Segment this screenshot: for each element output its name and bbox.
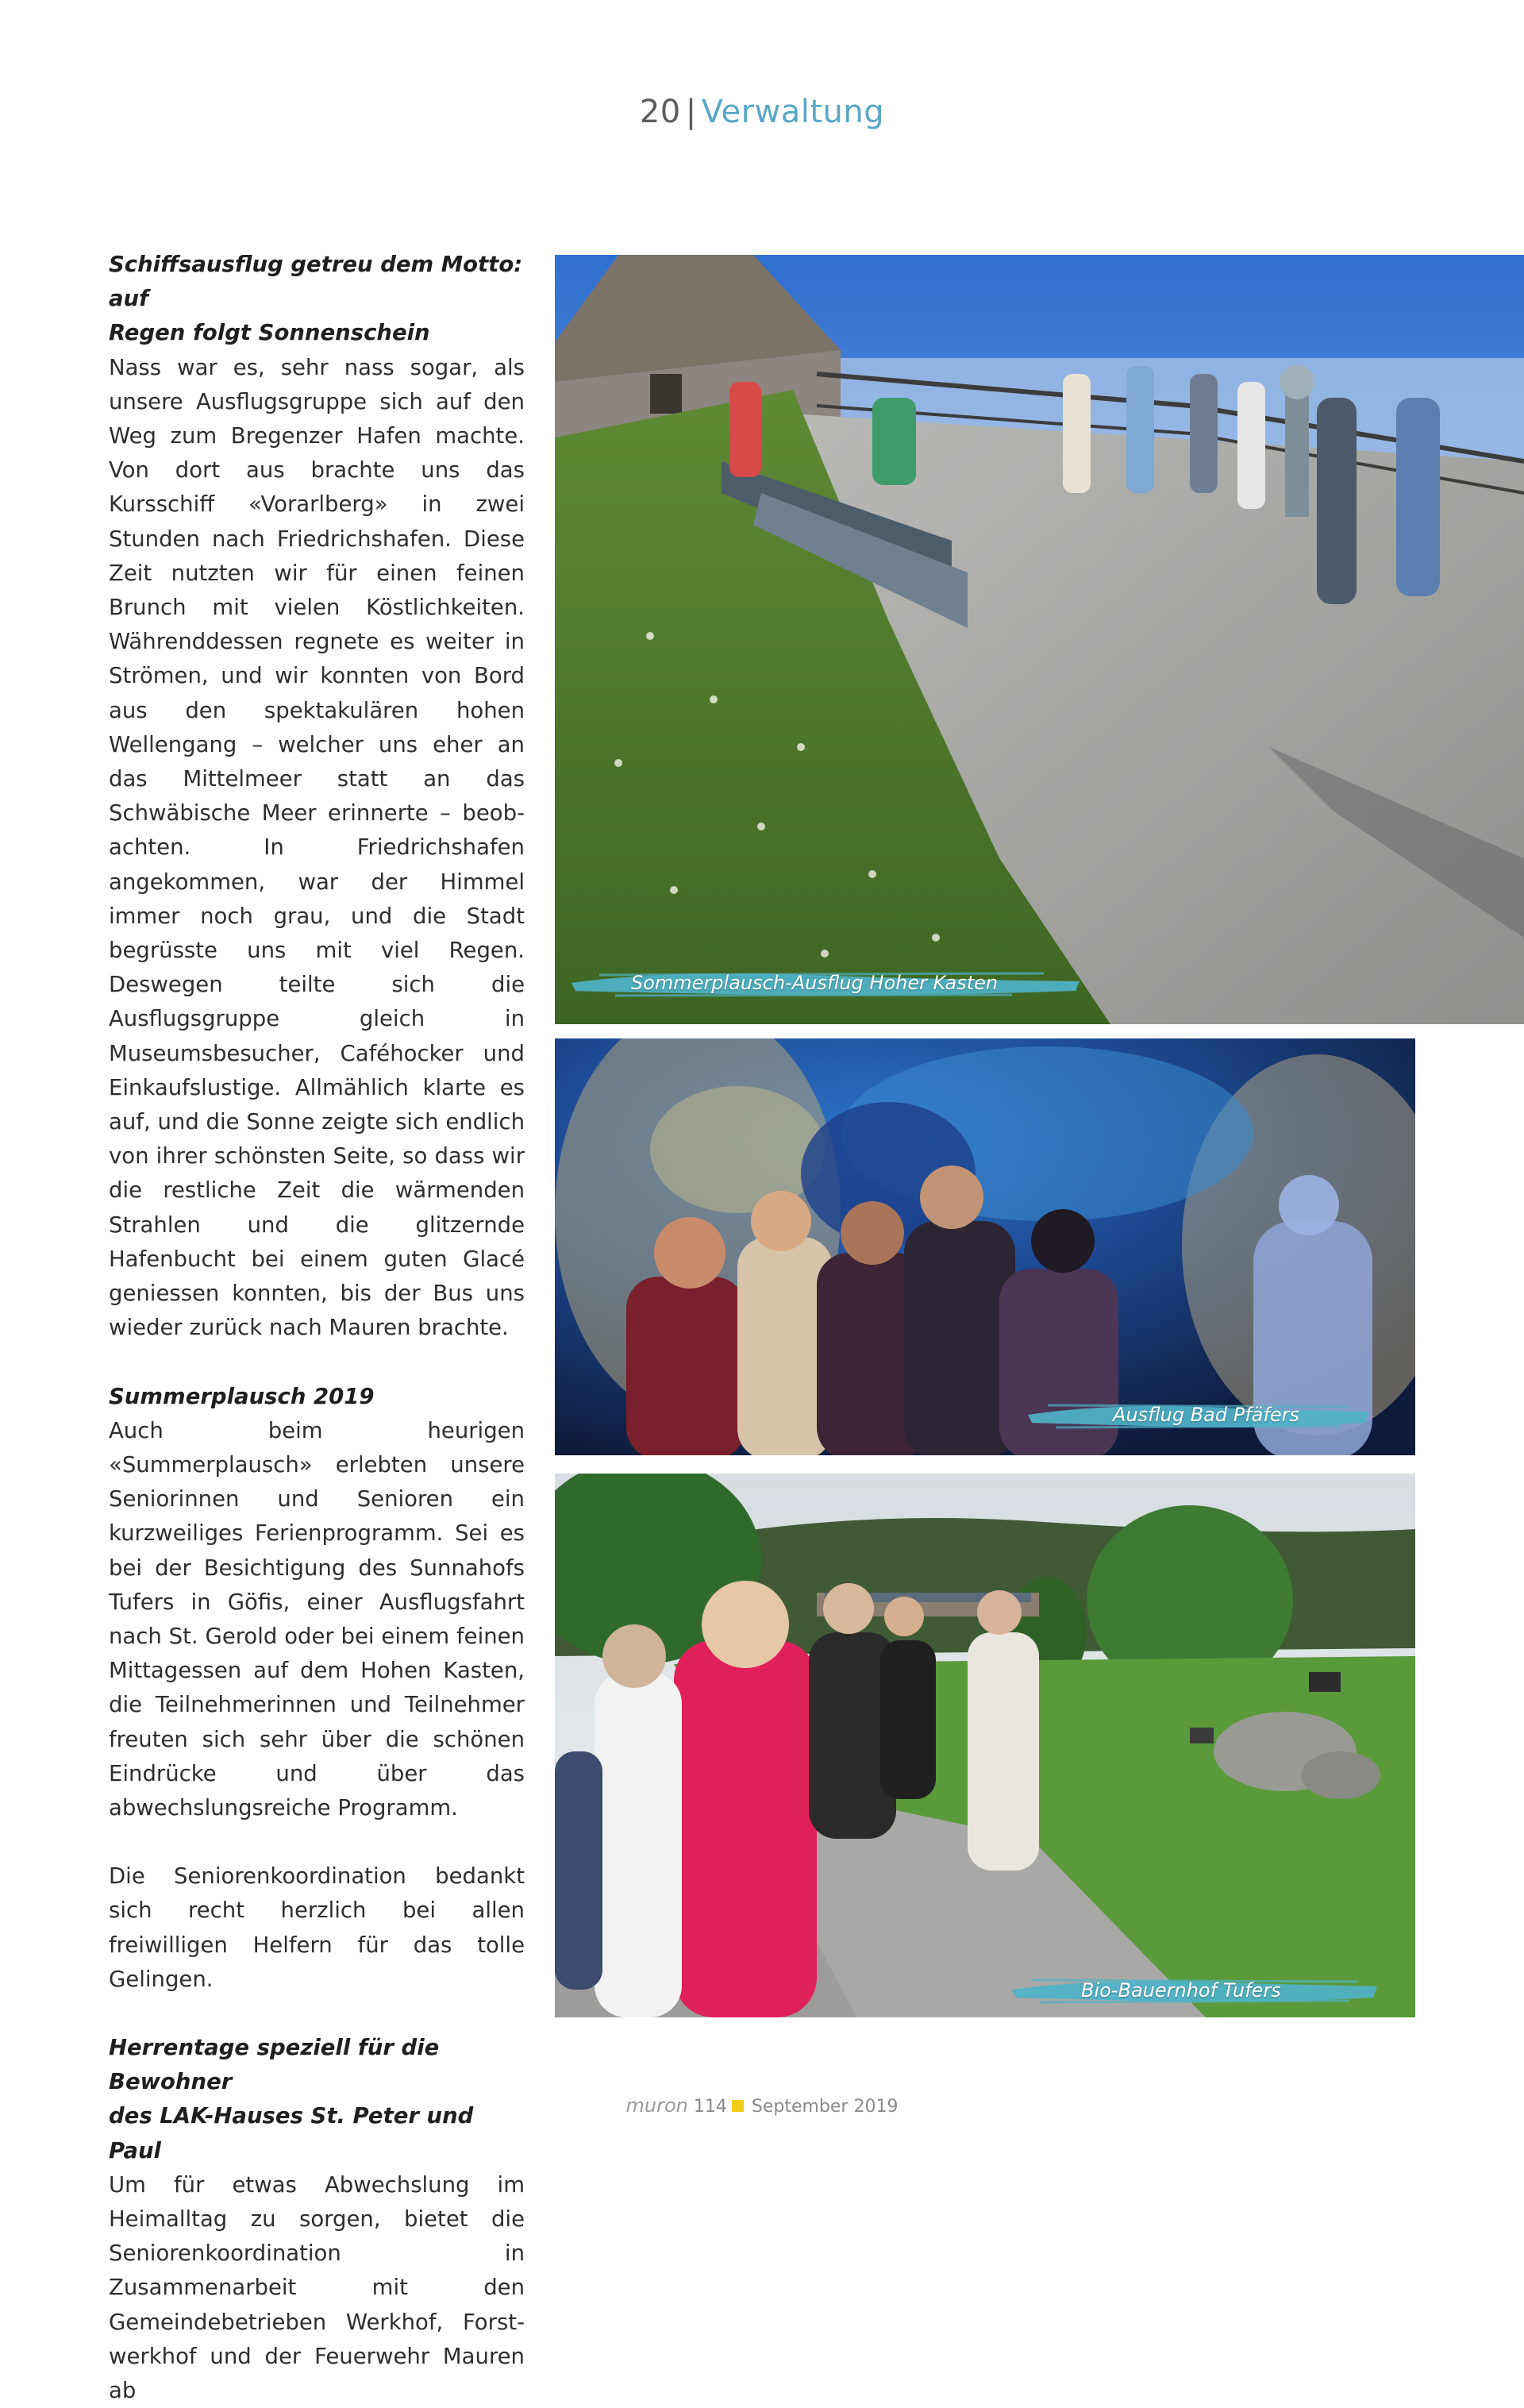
page-header — [0, 94, 1524, 130]
issue-date: September 2019 — [751, 2097, 899, 2117]
photo-caption: Ausflug Bad Pfäfers — [1113, 1404, 1299, 1426]
article-heading: Herrentage speziell für die Bewohner des LAK-Hauses St. Peter und Paul — [109, 2034, 474, 2163]
footer-square-icon — [732, 2100, 744, 2112]
article-heading: Schiffsausflug getreu dem Motto: auf Regen folgt Sonnenschein — [109, 252, 523, 346]
photo-caption: Sommerplausch-Ausflug Hoher Kasten — [631, 972, 999, 994]
photo-bad-pfaefers — [555, 1038, 1415, 1455]
section-title: Verwaltung — [701, 94, 885, 130]
page-footer — [0, 2094, 1524, 2117]
header-separator: | — [685, 94, 697, 130]
article-column — [109, 248, 525, 2408]
article-paragraph: Die Seniorenkoordination bedankt sich recht herzlich bei allen freiwilligen Helfern für das tolle Gelingen. — [109, 1863, 525, 1992]
article-paragraph: Nass war es, sehr nass sogar, als unsere Ausflugsgruppe sich auf den Weg zum Bregenzer Hafen machte. Von dort aus brachte uns das Kursschiff «Vorarlberg» in zwei Stunden nach Friedrichshafen. Diese Zeit nutzten wir für einen feinen Brunch mit vielen Köstlichkeiten. Währenddessen regnete es weiter in Strömen, und wir konnten von Bord aus den spektakulären hohen Wellengang – welcher uns eher an das Mittelmeer statt an das Schwäbische Meer erinnerte – beobachten. In Friedrichshafen angekommen, war der Himmel immer noch grau, und die Stadt begrüsste uns mit viel Regen. Deswegen teilte sich die Ausflugsgruppe gleich in Museumsbesucher, Caféhocker und Einkaufslustige. Allmählich klarte es auf, und die Sonne zeigte sich endlich von ihrer schönsten Seite, so dass wir die restliche Zeit die wärmenden Strahlen und die glitzernde Hafenbucht bei einem guten Glacé geniessen konnten, bis der Bus uns wieder zurück nach Mauren brachte. — [109, 354, 525, 1341]
photo-caption: Bio-Bauernhof Tufers — [1081, 1979, 1281, 2002]
article-heading: Summerplausch 2019 — [109, 1383, 375, 1409]
magazine-name: muron — [625, 2094, 688, 2117]
article-paragraph: Um für etwas Abwechslung im Heimalltag zu sorgen, bietet die Seniorenkoordination in Zusammenarbeit mit den Gemeindebetrieben Werkhof, Forstwerkhof und der Feuerwehr Mauren ab — [109, 2171, 525, 2403]
photo-bio-bauernhof — [555, 1474, 1415, 2017]
article-paragraph: Auch beim heurigen «Summerplausch» erlebten unsere Seniorinnen und Senioren ein kurzweiliges Ferienprogramm. Sei es bei der Besichtigung des Sunnahofs Tufers in Göfis, einer Ausflugsfahrt nach St. Gerold oder bei einem feinen Mittagessen auf dem Hohen Kasten, die Teilnehmerinnen und Teilnehmer freuten sich sehr über die schönen Eindrücke und über das abwechslungsreiche Programm. — [109, 1417, 525, 1820]
photo-hoher-kasten — [555, 255, 1524, 1024]
page-number: 20 — [639, 94, 681, 130]
issue-number: 114 — [693, 2097, 727, 2117]
